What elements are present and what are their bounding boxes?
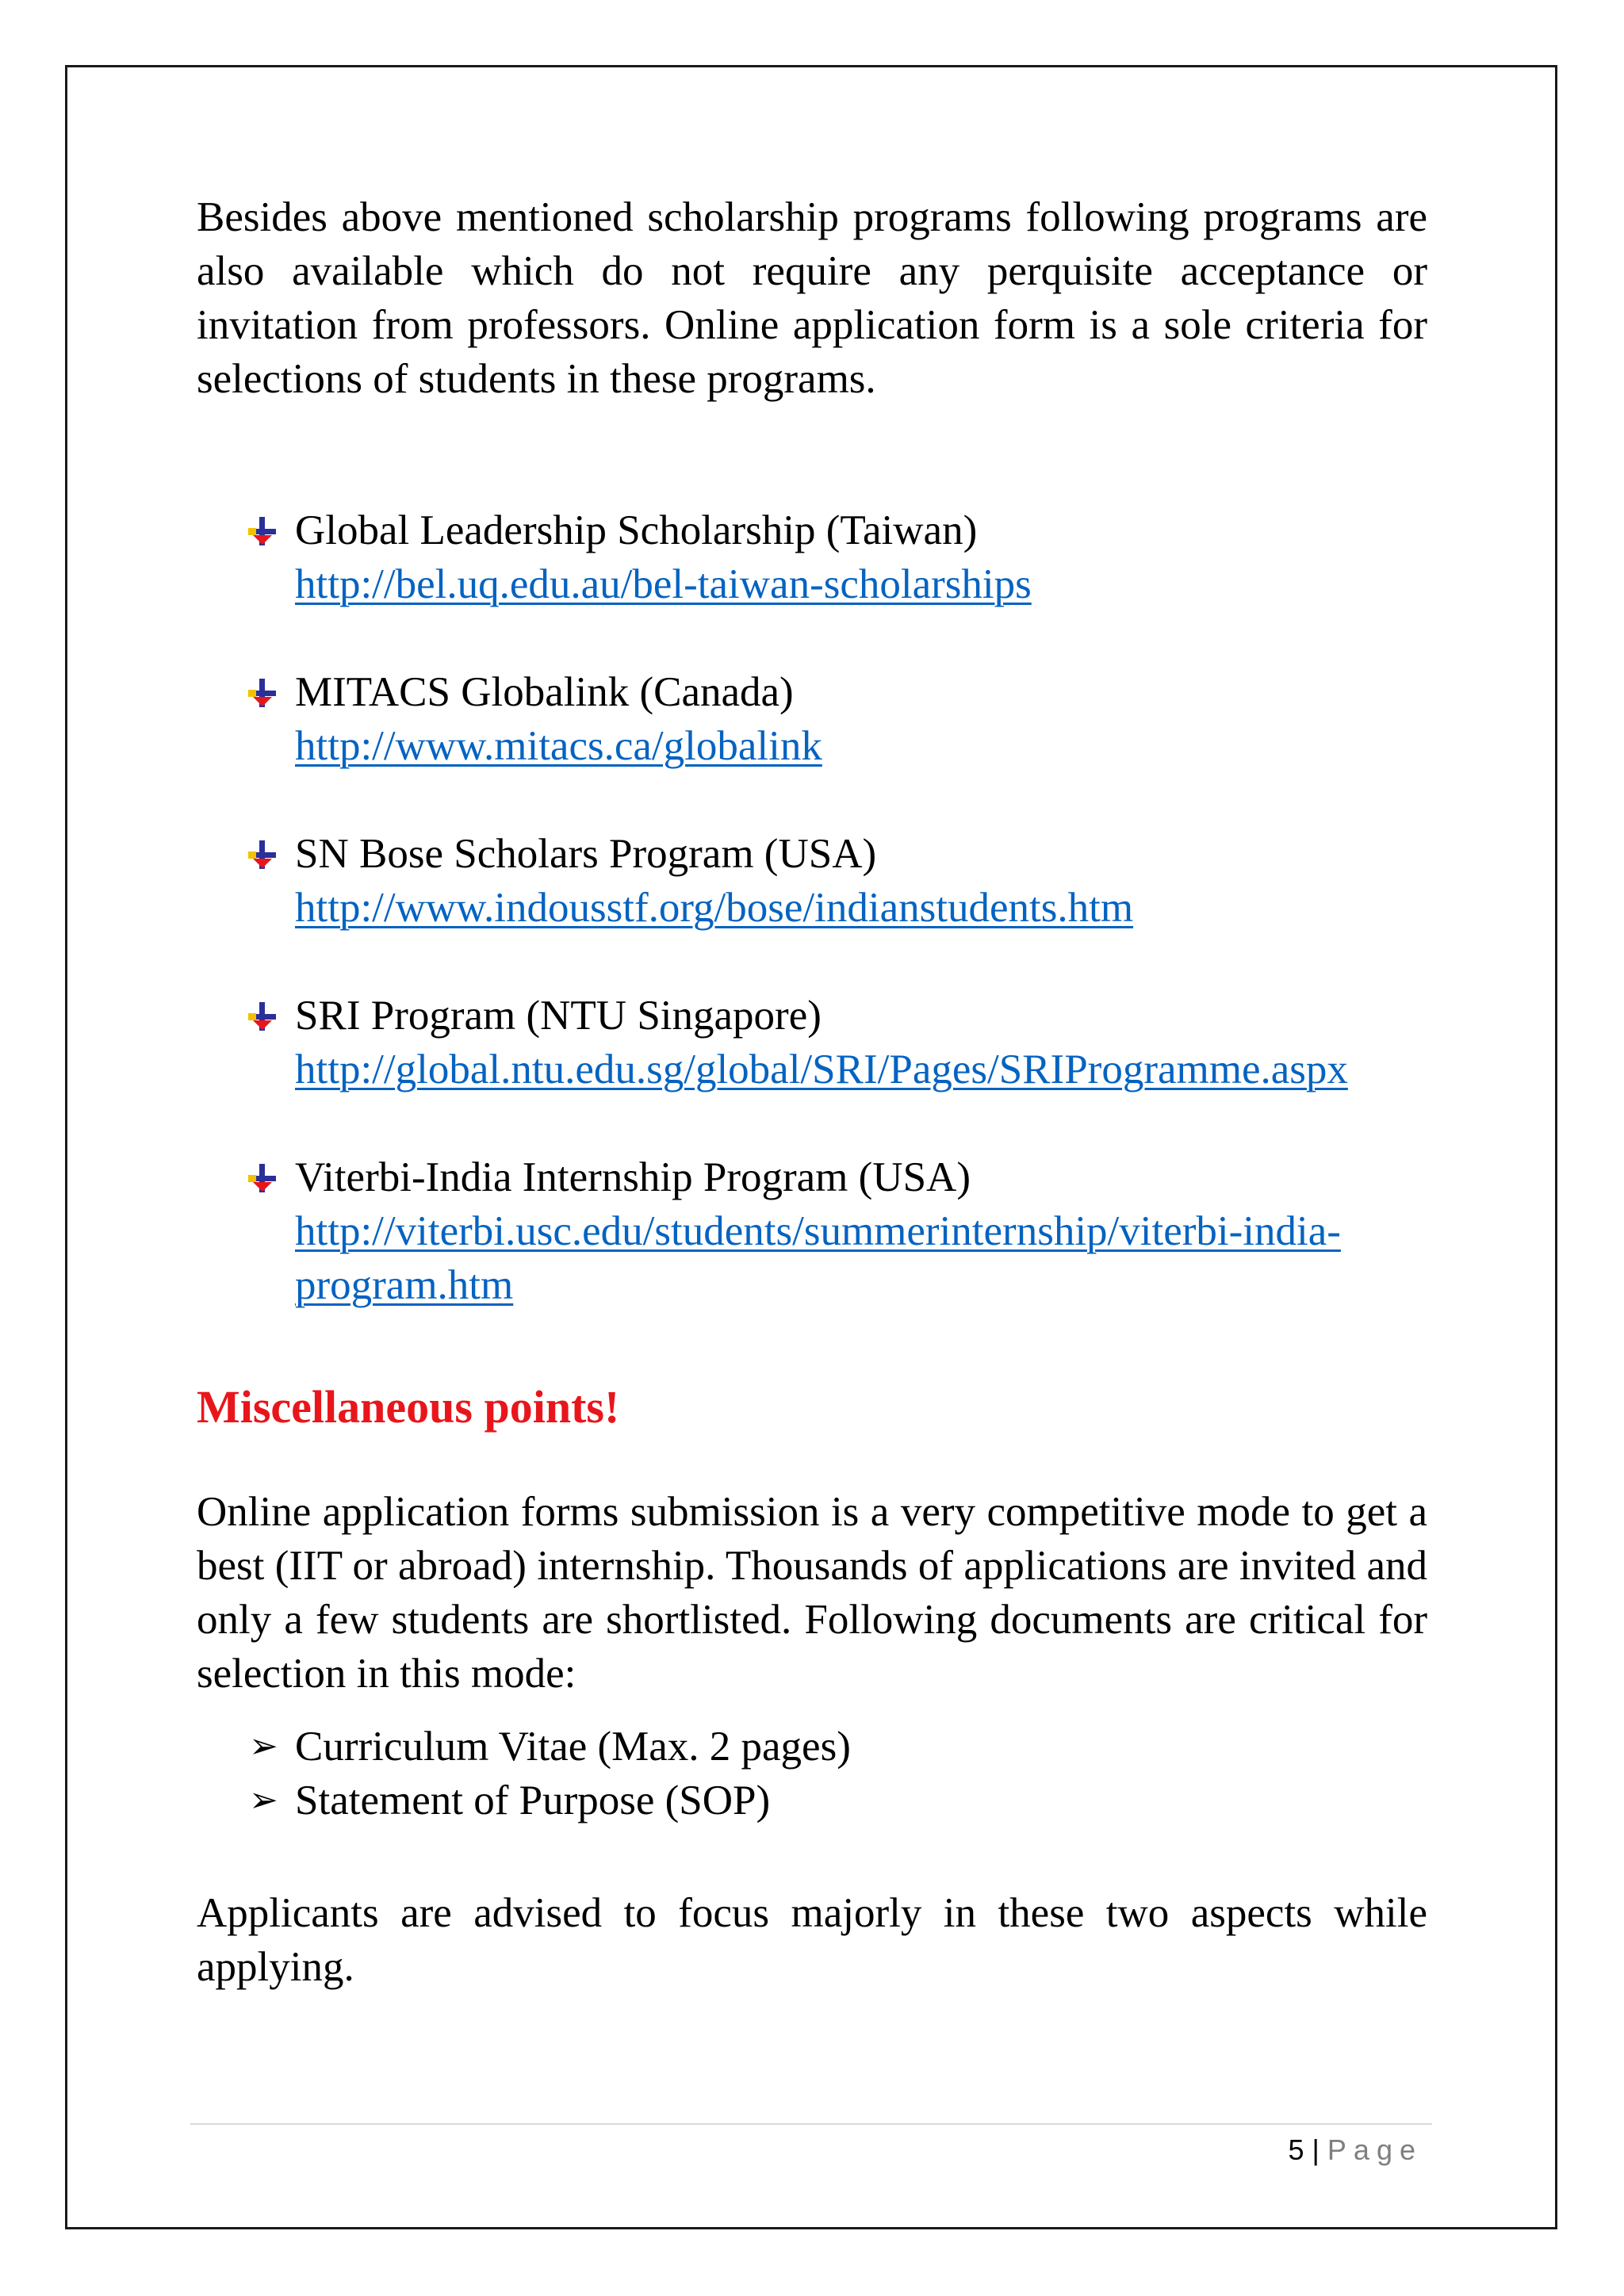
document-item-sop: [197, 1774, 1427, 1827]
program-link[interactable]: http://viterbi.usc.edu/students/summerinternship/viterbi-india-program.htm: [295, 1208, 1341, 1308]
program-item-global-leadership: [197, 503, 1427, 611]
arrow-plus-icon: [246, 676, 279, 710]
footer-divider: [190, 2123, 1432, 2125]
arrow-plus-icon: [246, 515, 279, 548]
program-item-sri: [197, 989, 1427, 1096]
arrow-plus-icon: [246, 1000, 279, 1033]
program-list: [197, 503, 1427, 1312]
program-link[interactable]: http://global.ntu.edu.sg/global/SRI/Pages/SRIProgramme.aspx: [295, 1047, 1348, 1093]
document-label: Curriculum Vitae (Max. 2 pages): [295, 1724, 851, 1770]
program-link[interactable]: http://www.mitacs.ca/globalink: [295, 723, 822, 769]
arrowhead-bullet-icon: ➢: [249, 1780, 278, 1820]
page-word: Page: [1327, 2133, 1423, 2166]
program-item-sn-bose: [197, 827, 1427, 935]
program-title: SRI Program (NTU Singapore): [295, 993, 822, 1039]
program-link[interactable]: http://bel.uq.edu.au/bel-taiwan-scholarships: [295, 561, 1032, 607]
program-link[interactable]: http://www.indousstf.org/bose/indianstudents.htm: [295, 885, 1134, 931]
closing-paragraph: Applicants are advised to focus majorly in these two aspects while applying.: [197, 1890, 1427, 1990]
program-title: MITACS Globalink (Canada): [295, 669, 794, 715]
program-item-viterbi: [197, 1150, 1427, 1312]
documents-list: [197, 1720, 1427, 1827]
document-label: Statement of Purpose (SOP): [295, 1777, 771, 1823]
page-footer: [1289, 2133, 1423, 2168]
footer-separator: |: [1312, 2133, 1320, 2166]
misc-paragraph: Online application forms submission is a very competitive mode to get a best (IIT or abroad) internship. Thousands of applications are invited and only a few students are shortlisted. Following documents are critical for selection in this mode:: [197, 1489, 1427, 1697]
arrow-plus-icon: [246, 838, 279, 871]
arrowhead-bullet-icon: ➢: [249, 1726, 278, 1766]
program-title: Viterbi-India Internship Program (USA): [295, 1154, 971, 1200]
program-item-mitacs: [197, 665, 1427, 773]
misc-heading: Miscellaneous points!: [197, 1381, 620, 1433]
program-title: SN Bose Scholars Program (USA): [295, 831, 877, 877]
document-item-cv: [197, 1720, 1427, 1774]
intro-paragraph: Besides above mentioned scholarship programs following programs are also available which do not require any perquisite acceptance or invitation from professors. Online application form is a sole criteria for selections of students in these programs.: [197, 194, 1427, 402]
page-content: [197, 190, 1427, 1994]
page-number: 5: [1288, 2133, 1304, 2166]
arrow-plus-icon: [246, 1161, 279, 1195]
program-title: Global Leadership Scholarship (Taiwan): [295, 507, 978, 553]
